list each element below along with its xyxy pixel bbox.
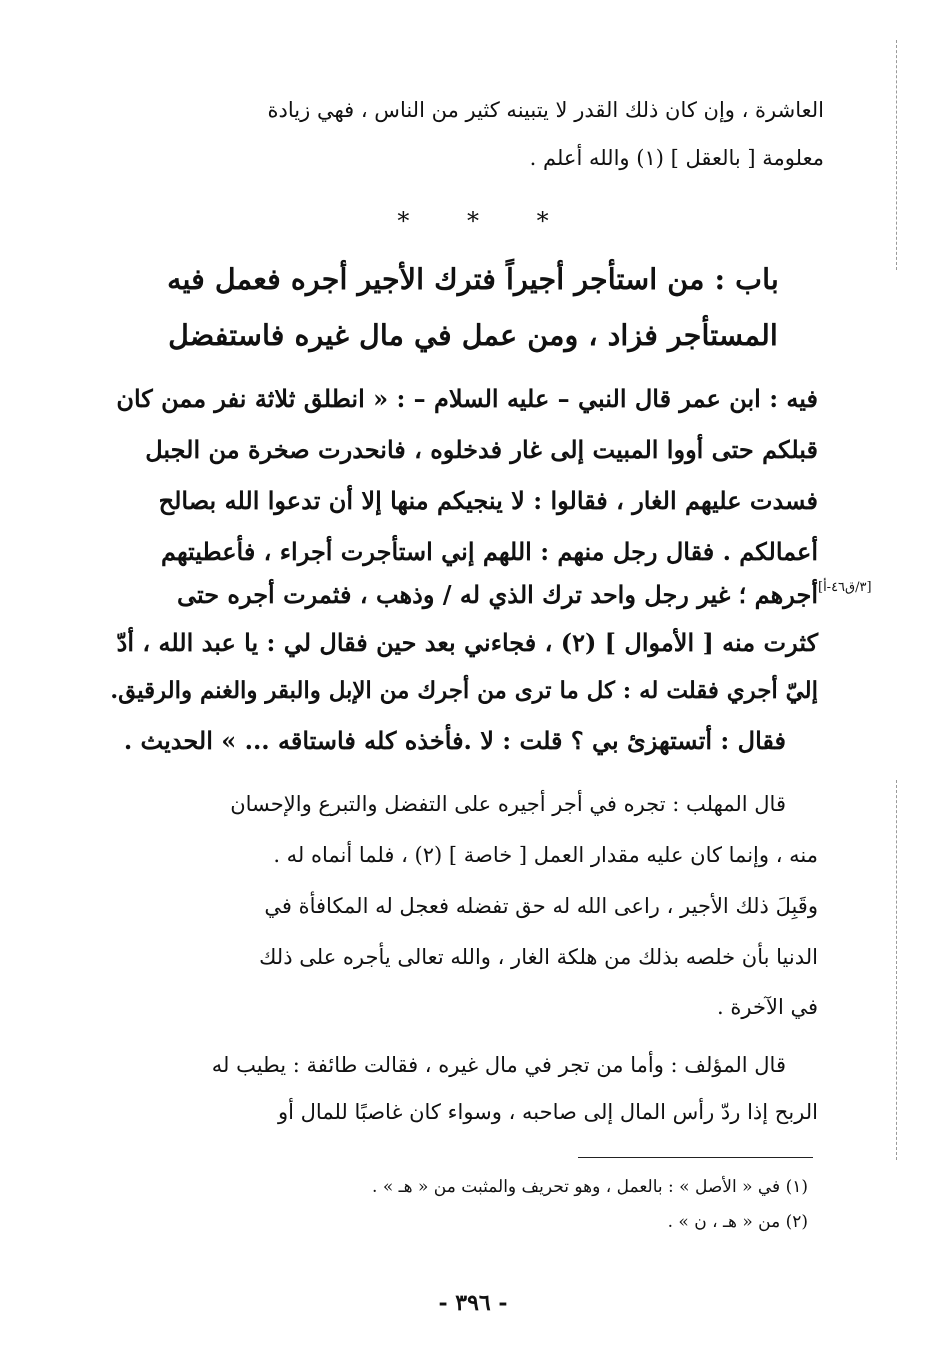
page-number: - ٣٩٦ -: [438, 1290, 508, 1316]
intro-line-1: العاشرة ، وإن كان ذلك القدر لا يتبينه كثير من الناس ، فهي زيادة: [267, 98, 824, 122]
author-line-2: الربح إذا ردّ رأس المال إلى صاحبه ، وسواء كان غاصبًا للمال أو: [278, 1100, 818, 1124]
hadith-line-4: أعمالكم . فقال رجل منهم : اللهم إني استأجرت أجراء ، فأعطيتهم: [160, 537, 818, 566]
hadith-line-7: إليّ أجري فقلت له : كل ما ترى من أجرك من الإبل والبقر والغنم والرقيق.: [110, 678, 818, 704]
hadith-line-1: فيه : ابن عمر قال النبي – عليه السلام – : « انطلق ثلاثة نفر ممن كان: [116, 384, 818, 413]
hadith-line-8: فقال : أتستهزئ بي ؟ قلت : لا .فأخذه كله فاستاقه ... » الحديث .: [123, 726, 786, 755]
hadith-line-5: أجرهم ؛ غير رجل واحد ترك الذي له / وذهب ، فثمرت أجره حتى: [176, 580, 818, 609]
footnote-separator: [578, 1157, 813, 1158]
footnote-1: (١) في « الأصل » : بالعمل ، وهو تحريف والمثبت من « هـ » .: [372, 1177, 808, 1197]
muhallab-line-5: في الآخرة .: [717, 995, 818, 1019]
chapter-heading-line-2: المستأجر فزاد ، ومن عمل في مال غيره فاستفضل: [168, 318, 778, 352]
section-separator: * * *: [397, 207, 549, 235]
muhallab-line-4: الدنيا بأن خلصه بذلك من هلكة الغار ، والله تعالى يأجره على ذلك: [259, 945, 818, 969]
margin-guide-top: [896, 40, 897, 270]
hadith-line-2: قبلكم حتى أووا المبيت إلى غار فدخلوه ، فانحدرت صخرة من الجبل: [145, 435, 818, 464]
intro-line-2: معلومة [ بالعقل ] (١) والله أعلم .: [529, 146, 824, 170]
muhallab-line-3: وقَبِلَ ذلك الأجير ، راعى الله له حق تفضله فعجل له المكافأة في: [264, 894, 818, 918]
chapter-heading-line-1: باب : من استأجر أجيراً فترك الأجير أجره فعمل فيه: [167, 262, 779, 296]
margin-guide-bottom: [896, 780, 897, 1160]
hadith-line-6: كثرت منه [ الأموال ] (٢) ، فجاءني بعد حين فقال لي : يا عبد الله ، أدّ: [116, 628, 818, 657]
muhallab-line-2: منه ، وإنما كان عليه مقدار العمل [ خاصة ] (٢) ، فلما أنماه له .: [273, 843, 818, 867]
muhallab-line-1: قال المهلب : تجره في أجر أجيره على التفضل والتبرع والإحسان: [230, 792, 786, 816]
manuscript-folio-note: [٣/ق٤٦-أ]: [818, 580, 872, 595]
footnote-2: (٢) من « هـ ، ن » .: [667, 1212, 808, 1232]
author-line-1: قال المؤلف : وأما من تجر في مال غيره ، فقالت طائفة : يطيب له: [211, 1053, 786, 1077]
hadith-line-3: فسدت عليهم الغار ، فقالوا : لا ينجيكم منها إلا أن تدعوا الله بصالح: [158, 486, 818, 515]
